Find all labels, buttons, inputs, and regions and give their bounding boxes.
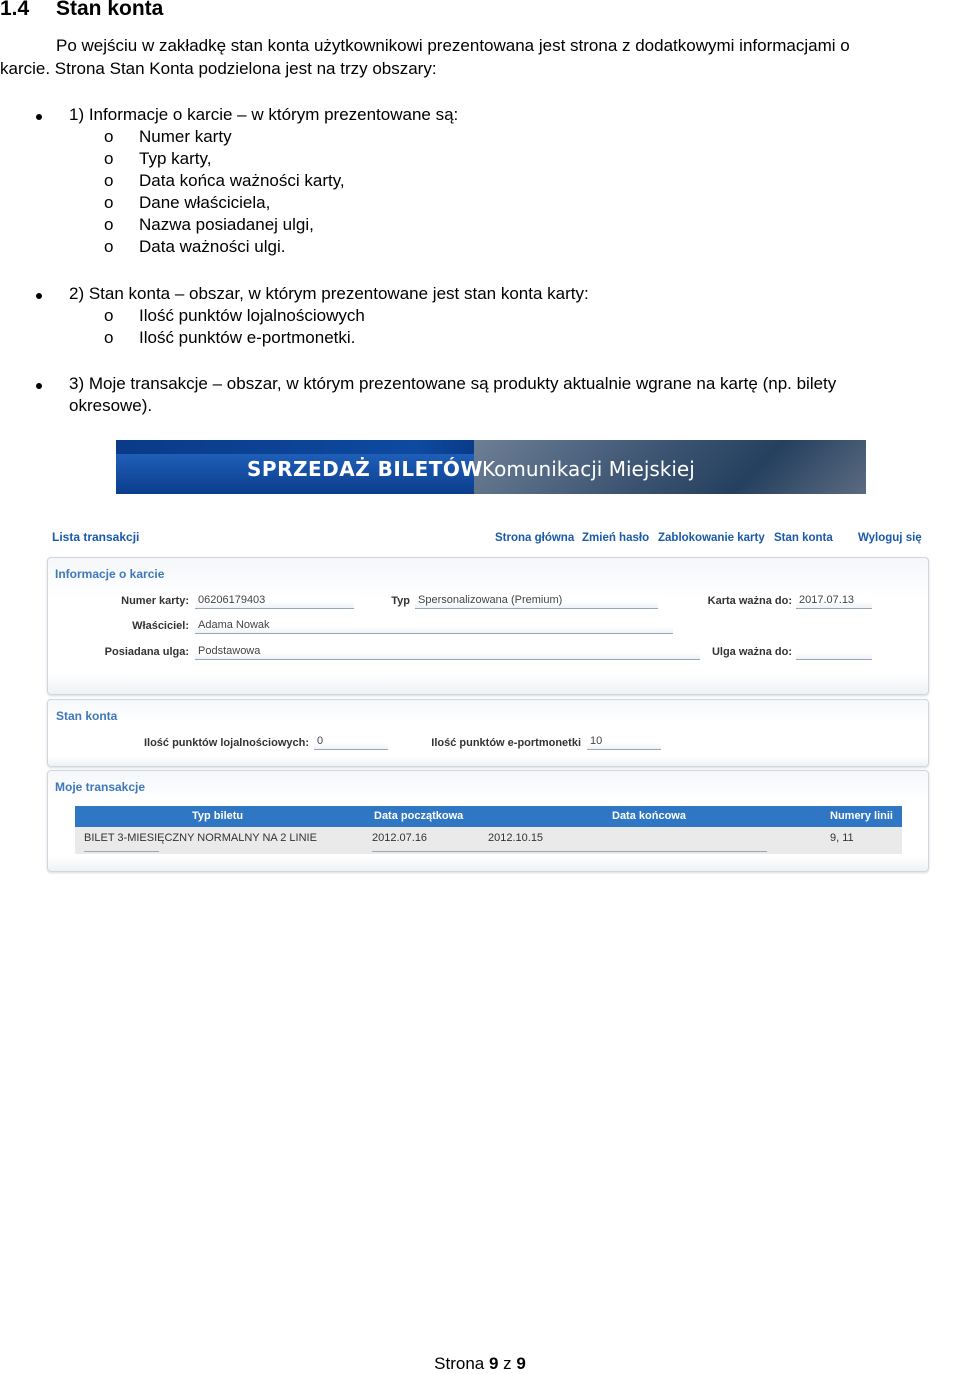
sub-marker: o bbox=[104, 328, 114, 347]
discount-valid-field bbox=[796, 643, 872, 660]
nav-account-status-link[interactable]: Stan konta bbox=[774, 532, 833, 544]
card-number-label: Numer karty: bbox=[121, 595, 189, 607]
nav-logout-link[interactable]: Wyloguj się bbox=[858, 532, 922, 544]
row-underline bbox=[84, 851, 159, 852]
subitem: Nazwa posiadanej ulgi, bbox=[139, 215, 314, 234]
bullet-2-text: 2) Stan konta – obszar, w którym prezentowane jest stan konta karty: bbox=[69, 284, 589, 303]
subitem: Ilość punktów lojalnościowych bbox=[139, 306, 365, 325]
page-footer bbox=[0, 1354, 960, 1374]
nav-home-link[interactable]: Strona główna bbox=[495, 532, 575, 544]
sub-marker: o bbox=[104, 149, 114, 168]
cell-end-date: 2012.10.15 bbox=[488, 832, 544, 844]
card-info-title: Informacje o karcie bbox=[55, 567, 165, 581]
loyalty-points-field: 0 bbox=[314, 733, 388, 750]
footer-page: 9 bbox=[488, 1354, 499, 1373]
discount-valid-label: Ulga ważna do: bbox=[711, 646, 792, 658]
bullet-marker bbox=[36, 383, 42, 389]
col-start-date[interactable]: Data początkowa bbox=[374, 810, 464, 822]
subitem: Ilość punktów e-portmonetki. bbox=[139, 328, 356, 347]
sub-marker: o bbox=[104, 127, 114, 146]
owner-field: Adama Nowak bbox=[195, 617, 673, 634]
sub-marker: o bbox=[104, 306, 114, 325]
col-line-numbers[interactable]: Numery linii bbox=[830, 810, 893, 822]
card-number-field: 06206179403 bbox=[195, 592, 354, 609]
wallet-points-label: Ilość punktów e-portmonetki bbox=[431, 737, 581, 749]
subitem: Typ karty, bbox=[139, 149, 212, 168]
row-underline bbox=[372, 851, 767, 852]
bullet-3-text-line-2: okresowe). bbox=[69, 396, 153, 415]
section-number: 1.4 bbox=[0, 0, 30, 20]
banner-title: SPRZEDAŻ BILETÓW bbox=[247, 457, 483, 481]
subitem: Numer karty bbox=[139, 127, 232, 146]
bullet-marker bbox=[36, 293, 42, 299]
transaction-list-link[interactable]: Lista transakcji bbox=[52, 530, 140, 544]
loyalty-points-label: Ilość punktów lojalnościowych: bbox=[143, 737, 309, 749]
transactions-table-header bbox=[75, 806, 902, 827]
cell-line-numbers: 9, 11 bbox=[830, 832, 854, 844]
sub-marker: o bbox=[104, 171, 114, 190]
bullet-3-text-line-1: 3) Moje transakcje – obszar, w którym prezentowane są produkty aktualnie wgrane na kartę (np. bilety bbox=[69, 374, 837, 393]
footer-mid: z bbox=[498, 1354, 517, 1373]
cell-ticket-type: BILET 3-MIESIĘCZNY NORMALNY NA 2 LINIE bbox=[84, 832, 317, 844]
footer-prefix: Strona bbox=[434, 1354, 489, 1373]
bullet-1-text: 1) Informacje o karcie – w którym prezentowane są: bbox=[69, 105, 459, 124]
subitem: Data końca ważności karty, bbox=[139, 171, 345, 190]
nav-block-card-link[interactable]: Zablokowanie karty bbox=[658, 532, 765, 544]
owner-label: Właściciel: bbox=[132, 620, 189, 632]
bullet-marker bbox=[36, 114, 42, 120]
card-type-field: Spersonalizowana (Premium) bbox=[415, 592, 658, 609]
sub-marker: o bbox=[104, 193, 114, 212]
col-ticket-type[interactable]: Typ biletu bbox=[192, 810, 244, 822]
section-title: Stan konta bbox=[56, 0, 164, 20]
transactions-title: Moje transakcje bbox=[55, 780, 146, 794]
discount-label: Posiadana ulga: bbox=[104, 646, 189, 658]
table-row[interactable] bbox=[75, 827, 902, 854]
section-heading bbox=[0, 0, 163, 21]
cell-start-date: 2012.07.16 bbox=[372, 832, 428, 844]
nav-change-password-link[interactable]: Zmień hasło bbox=[582, 532, 650, 544]
account-title: Stan konta bbox=[56, 709, 118, 723]
subitem: Data ważności ulgi. bbox=[139, 237, 286, 256]
app-banner bbox=[116, 440, 866, 494]
discount-field: Podstawowa bbox=[195, 643, 700, 660]
account-panel bbox=[47, 699, 929, 767]
footer-total: 9 bbox=[516, 1354, 526, 1373]
col-end-date[interactable]: Data końcowa bbox=[612, 810, 686, 822]
sub-marker: o bbox=[104, 215, 114, 234]
card-valid-field: 2017.07.13 bbox=[796, 592, 872, 609]
wallet-points-field: 10 bbox=[587, 733, 661, 750]
sub-marker: o bbox=[104, 237, 114, 256]
card-type-label: Typ bbox=[391, 595, 410, 607]
intro-line-1: Po wejściu w zakładkę stan konta użytkownikowi prezentowana jest strona z dodatkowymi informacjami o bbox=[56, 36, 850, 55]
subitem: Dane właściciela, bbox=[139, 193, 271, 212]
card-valid-label: Karta ważna do: bbox=[707, 595, 792, 607]
banner-subtitle: Komunikacji Miejskiej bbox=[482, 457, 695, 481]
intro-line-2: karcie. Strona Stan Konta podzielona jest na trzy obszary: bbox=[0, 59, 437, 78]
